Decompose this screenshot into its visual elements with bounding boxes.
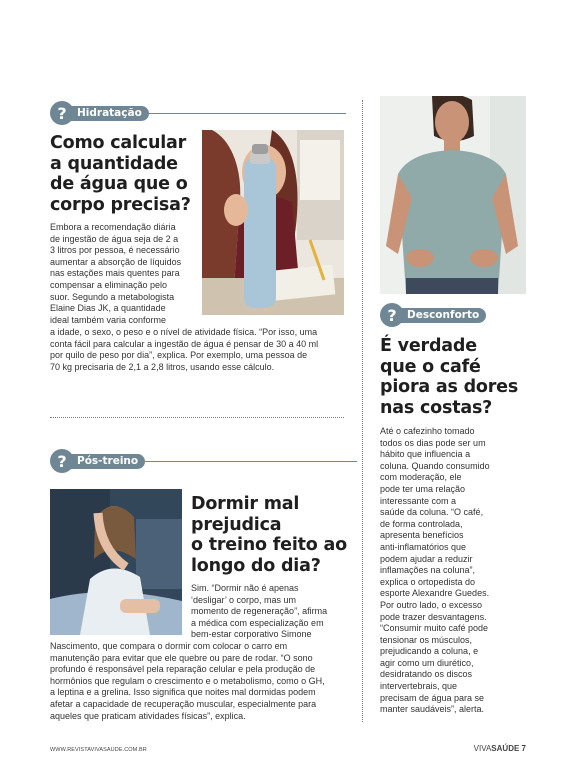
question-icon: ? xyxy=(50,101,74,125)
photo-water-bottle xyxy=(202,130,344,315)
hidratacao-tag xyxy=(50,100,346,126)
question-icon: ? xyxy=(380,303,404,327)
column-divider xyxy=(362,100,363,722)
body-pos-treino-wide: Nascimento, que compara o dormir com colocar o carro em manutenção para evitar que ele quebre ou pare de rodar. “O sono profundo é responsável pela reparação celular e pela produção de hormônios que regulam o crescimento e o metabolismo, como o GH, a leptina e a grelina. Isso significa que noites mal dormidas podem afetar a capacidade de recuperação muscular, especialmente para aqueles que praticam atividades físicas”, explica. xyxy=(50,641,325,721)
headline-hidratacao: Como calcular a quantidade de água que o corpo precisa? xyxy=(50,133,191,215)
body-hidratacao-wide: a idade, o sexo, o peso e o nível de atividade física. “Por isso, uma conta fácil para calcular a ingestão de água é pensar de 30 a 40 ml por quilo de peso por dia”, explica. Por exemplo, uma pessoa de 70 kg precisaria de 2,1 a 2,8 litros, usando esse cálculo. xyxy=(50,327,319,372)
brand-saude: SAÚDE xyxy=(491,744,520,753)
tag-rule xyxy=(145,461,357,462)
body-desconforto: Até o cafezinho tomado todos os dias pode ser um hábito que influencia a coluna. Quando consumido com moderação, ele pode ter uma relação interessante com a saúde da coluna. “O café, de forma controlada, apresenta benefícios anti-inflamatórios que podem ajudar a reduzir inflamações na coluna”, explica o ortopedista do esporte Alexandre Guedes. Por outro lado, o excesso pode trazer desvantagens. “Consumir muito café pode tensionar os músculos, prejudicando a coluna, e agir como um diurético, desidratando os discos intervertebrais, que precisam de água para se manter saudáveis”, alerta. xyxy=(380,426,490,715)
photo-back-pain xyxy=(380,96,526,294)
section-divider xyxy=(50,417,344,418)
desconforto-tag xyxy=(380,302,486,328)
tag-label: Hidratação xyxy=(65,106,149,121)
pos-treino-tag xyxy=(50,448,357,474)
headline-desconforto: É verdade que o café piora as dores nas costas? xyxy=(380,336,519,418)
body-pos-treino-narrow: Sim. “Dormir não é apenas ‘desligar’ o corpo, mas um momento de regeneração”, afirma a médica com especialização em bem-estar corporativo Simone xyxy=(191,583,328,640)
tag-label: Desconforto xyxy=(395,308,486,323)
tag-rule xyxy=(149,113,346,114)
photo-woman-in-bed xyxy=(50,489,182,635)
brand-viva: VIVA xyxy=(473,744,492,753)
footer-brand xyxy=(470,744,526,753)
page-number: 7 xyxy=(521,744,526,753)
tag-label: Pós-treino xyxy=(65,454,145,469)
footer-url: WWW.REVISTAVIVASAUDE.COM.BR xyxy=(50,747,147,753)
question-icon: ? xyxy=(50,449,74,473)
headline-pos-treino: Dormir mal prejudica o treino feito ao longo do dia? xyxy=(191,494,347,576)
body-hidratacao-narrow: Embora a recomendação diária de ingestão de água seja de 2 a 3 litros por pessoa, é necessário aumentar a absorção de líquidos nas estações mais quentes para compensar a eliminação pelo suor. Segundo a metabologista Elaine Dias JK, a quantidade ideal também varia conforme xyxy=(50,222,182,325)
